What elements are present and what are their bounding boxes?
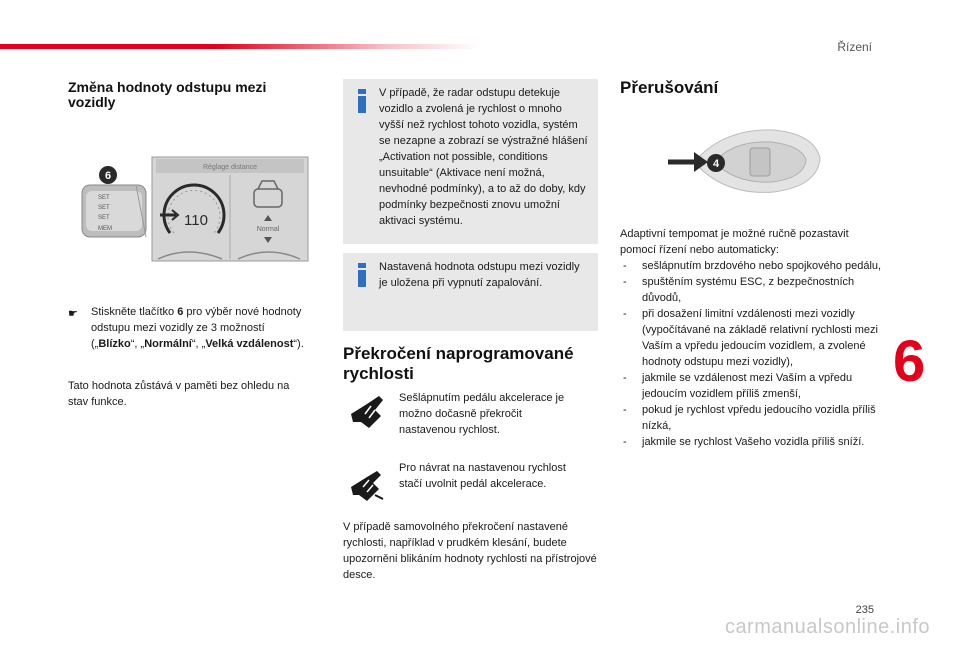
list-item: - jakmile se rychlost Vašeho vozidla příliš sníží.: [620, 434, 882, 450]
list-item: - spuštěním systému ESC, z bezpečnostních důvodů,: [620, 274, 882, 306]
chapter-number: 6: [893, 329, 926, 394]
memory-note: Tato hodnota zůstává v paměti bez ohledu na stav funkce.: [68, 380, 290, 408]
stalk-label: SET: [98, 205, 110, 211]
svg-text:6: 6: [104, 170, 112, 182]
interruption-heading: Přerušování: [620, 78, 719, 97]
list-item: - sešlápnutím brzdového nebo spojkového pedálu,: [620, 258, 882, 274]
distance-illustration: [78, 155, 310, 263]
distance-figure: [78, 155, 310, 263]
info-box-memory: [343, 253, 598, 331]
step-marker-icon: ☛: [68, 308, 78, 320]
info-text: Nastavená hodnota odstupu mezi vozidly je uložena při vypnutí zapalování.: [379, 261, 580, 289]
foot-release-icon: [345, 465, 387, 505]
interruption-list: [620, 258, 882, 450]
screen-title: Réglage distance: [202, 164, 258, 171]
info-box-radar: [343, 79, 598, 244]
screen-speed-value: 110: [184, 212, 208, 229]
overspeed-paragraph: V případě samovolného překročení nastavené rychlosti, například v prudkém klesání, budete upozorněni blikáním hodnoty rychlosti na přístrojové desce.: [343, 521, 597, 581]
interruption-intro: Adaptivní tempomat je možné ručně pozastavit pomocí řízení nebo automaticky:: [620, 228, 849, 256]
info-icon: [357, 89, 367, 113]
overspeed-heading: Překročení naprogramované rychlosti: [343, 344, 574, 383]
page-number: 235: [855, 604, 874, 616]
step-instruction: Stiskněte tlačítko 6 pro výběr nové hodnoty odstupu mezi vozidly ze 3 možností („Blízko“, „Normální“, „Velká vzdálenost“).: [91, 306, 304, 350]
section-title: Řízení: [837, 40, 872, 54]
screen-setting: Normal: [256, 226, 280, 233]
foot-pedal-icon: [345, 392, 387, 432]
list-item: - při dosažení limitní vzdálenosti mezi vozidly (vypočítávané na základě relativní rychlosti mezi Vaším a vpředu jedoucím vozidlem, a zvolené hodnoty odstupu mezi vozidly),: [620, 306, 882, 370]
info-text: V případě, že radar odstupu detekuje vozidlo a zvolená je rychlost o mnoho vyšší než rychlost tohoto vozidla, systém se nezapne a zobrazí se výstražné hlášení „Activation not possible, conditions unsuitable“ (Aktivace není možná, nevhodné podmínky), a to až do doby, kdy podmínky bezpečnosti znovu umožní aktivaci systému.: [379, 87, 588, 227]
svg-text:4: 4: [712, 158, 720, 170]
list-item: - pokud je rychlost vpředu jedoucího vozidla příliš nízká,: [620, 402, 882, 434]
info-icon: [357, 263, 367, 287]
pedal-release-text: Pro návrat na nastavenou rychlost stačí uvolnit pedál akcelerace.: [399, 462, 566, 490]
stalk-label: SET: [98, 195, 110, 201]
stalk-label: SET: [98, 215, 110, 221]
watermark: carmanualsonline.info: [724, 616, 930, 638]
stalk-label: MEM: [98, 226, 112, 232]
distance-heading: Změna hodnoty odstupu mezi vozidly: [68, 79, 267, 110]
pedal-press-text: Sešlápnutím pedálu akcelerace je možno dočasně překročit nastavenou rychlost.: [399, 392, 565, 436]
stalk-figure: [664, 122, 824, 200]
list-item: - jakmile se vzdálenost mezi Vaším a vpředu jedoucím vozidlem příliš zmenší,: [620, 370, 882, 402]
header-accent-bar: [0, 44, 480, 49]
